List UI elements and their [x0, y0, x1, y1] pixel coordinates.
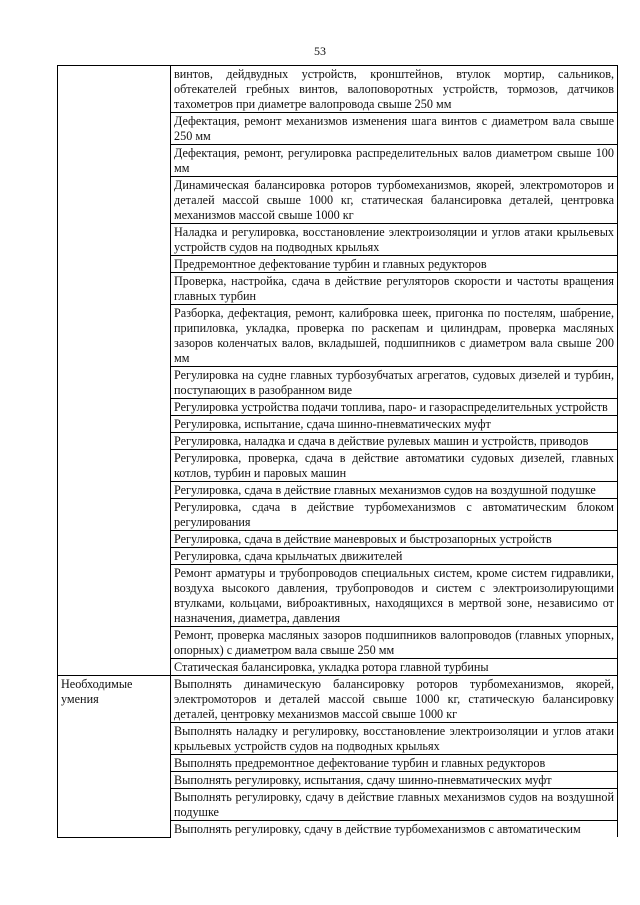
- skill-item: Выполнять регулировку, испытания, сдачу шинно-пневматических муфт: [171, 772, 618, 789]
- knowledge-item: Предремонтное дефектование турбин и главных редукторов: [171, 256, 618, 273]
- skill-item: Выполнять наладку и регулировку, восстановление электроизоляции и углов атаки крыльевых устройств судов на подводных крыльях: [171, 723, 618, 755]
- knowledge-item: Регулировка, сдача в действие маневровых и быстрозапорных устройств: [171, 531, 618, 548]
- page-number: 53: [314, 44, 326, 58]
- skill-item: Выполнять регулировку, сдачу в действие главных механизмов судов на воздушной подушке: [171, 789, 618, 821]
- knowledge-item: Регулировка, проверка, сдача в действие автоматики судовых дизелей, главных котлов, турбин и паровых машин: [171, 450, 618, 482]
- knowledge-item: Регулировка, испытание, сдача шинно-пневматических муфт: [171, 416, 618, 433]
- skill-item: Выполнять предремонтное дефектование турбин и главных редукторов: [171, 755, 618, 772]
- knowledge-item: Регулировка, сдача крыльчатых движителей: [171, 548, 618, 565]
- skill-item: Выполнять регулировку, сдачу в действие турбомеханизмов с автоматическим: [171, 821, 618, 838]
- knowledge-item: Дефектация, ремонт, регулировка распределительных валов диаметром свыше 100 мм: [171, 145, 618, 177]
- knowledge-item: Регулировка, сдача в действие главных механизмов судов на воздушной подушке: [171, 482, 618, 499]
- knowledge-item: Наладка и регулировка, восстановление электроизоляции и углов атаки крыльевых устройств судов на подводных крыльях: [171, 224, 618, 256]
- requirements-table: [57, 65, 618, 838]
- table-row: [58, 676, 618, 723]
- knowledge-label-cell: [58, 66, 171, 676]
- knowledge-item: Дефектация, ремонт механизмов изменения шага винтов с диаметром вала свыше 250 мм: [171, 113, 618, 145]
- skill-item: Выполнять динамическую балансировку роторов турбомеханизмов, якорей, электромоторов и деталей массой свыше 1000 кг, статическую балансировку деталей, центровку механизмов массой свыше 1000 кг: [171, 676, 618, 723]
- knowledge-item: Ремонт арматуры и трубопроводов специальных систем, кроме систем гидравлики, воздуха высокого давления, трубопроводов и систем с электроизолирующими втулками, кольцами, виброактивных, находящихся в мертвой зоне, независимо от назначения, диаметра, давления: [171, 565, 618, 627]
- table-row: [58, 66, 618, 113]
- knowledge-item: Динамическая балансировка роторов турбомеханизмов, якорей, электромоторов и деталей массой свыше 1000 кг, статическая балансировка деталей, центровка механизмов массой свыше 1000 кг: [171, 177, 618, 224]
- knowledge-item: Регулировка, сдача в действие турбомеханизмов с автоматическим блоком регулирования: [171, 499, 618, 531]
- knowledge-item: Разборка, дефектация, ремонт, калибровка шеек, пригонка по постелям, шабрение, припиловка, укладка, проверка по раскепам и цилиндрам, проверка масляных зазоров коленчатых валов, вкладышей, подшипников с диаметром вала свыше 200 мм: [171, 305, 618, 367]
- knowledge-item: Регулировка на судне главных турбозубчатых агрегатов, судовых дизелей и турбин, поступающих в разобранном виде: [171, 367, 618, 399]
- knowledge-item: Ремонт, проверка масляных зазоров подшипников валопроводов (главных упорных, опорных) с диаметром вала свыше 250 мм: [171, 627, 618, 659]
- skills-label: Необходимые умения: [58, 676, 171, 838]
- knowledge-item: Статическая балансировка, укладка ротора главной турбины: [171, 659, 618, 676]
- knowledge-item: Регулировка устройства подачи топлива, паро- и газораспределительных устройств: [171, 399, 618, 416]
- knowledge-item: Проверка, настройка, сдача в действие регуляторов скорости и частоты вращения главных турбин: [171, 273, 618, 305]
- knowledge-item: винтов, дейдвудных устройств, кронштейнов, втулок мортир, сальников, обтекателей гребных винтов, валоповоротных устройств, тормозов, датчиков тахометров при диаметре валопровода свыше 250 мм: [171, 66, 618, 113]
- knowledge-item: Регулировка, наладка и сдача в действие рулевых машин и устройств, приводов: [171, 433, 618, 450]
